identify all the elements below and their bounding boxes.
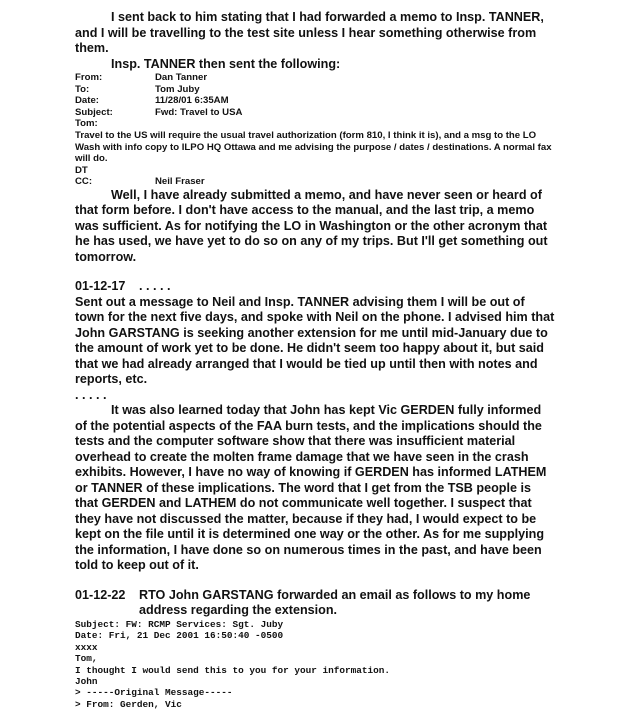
email-tom-row [75, 118, 555, 130]
to-value: Tom Juby [155, 83, 200, 95]
to-label: To: [75, 83, 90, 95]
mono-line: John [75, 675, 98, 687]
entry2-text: RTO John GARSTANG forwarded an email as follows to my home address regarding the extension. [139, 587, 531, 618]
entry-01-12-22 [75, 588, 555, 710]
entry-dots: . . . . . [139, 279, 171, 294]
mono-line: > From: Gerden, Vic [75, 698, 182, 710]
entry-date-row [75, 279, 555, 295]
from-value: Dan Tanner [155, 72, 208, 83]
mono-line: Subject: FW: RCMP Services: Sgt. Juby [75, 618, 284, 630]
entry-date: 01-12-17 [75, 279, 126, 294]
email-to-row [75, 84, 555, 96]
subject-value: Fwd: Travel to USA [155, 106, 243, 118]
email-signature: DT [75, 164, 88, 176]
from-label: From: [75, 72, 103, 83]
entry-paragraph-gerden: It was also learned today that John has kept Vic GERDEN fully informed of the potential aspects of the FAA burn tests, and the implications should the tests and the computer software show that there was insufficient material overhead to create the molten frame damage that we have seen in the crash exhibits. However, I have no way of knowing if GERDEN has informed LATHEM or TANNER of these implications. The word that I get from the TSB people is that GERDEN and LATHEM do not communicate well together. I suspect that they have not discussed the matter, because if they had, I would expect to be kept on the file until it is determined one way or the other. As for me supplying the information, I have done so on numerous times in the past, and have been told to keep out of it. [75, 403, 547, 573]
cc-value: Neil Fraser [155, 176, 205, 188]
paragraph-response: Well, I have already submitted a memo, and have never seen or heard of that form before. I don't have access to the manual, and the last trip, a memo was sufficient. As for notifying the LO in Washington or the other acronym that he has used, we have yet to do so on any of my trips. But I'll get something out tomorrow. [75, 187, 548, 264]
mono-line: > -----Original Message----- [75, 687, 233, 699]
subject-label: Subject: [75, 106, 113, 118]
email-body: Travel to the US will require the usual travel authorization (form 810, I think it is), and a msg to the LO Wash with info copy to ILPO HQ Ottawa and me advising the purpose / dates / destinations. A normal fax will do. [75, 129, 552, 165]
date-label: Date: [75, 95, 99, 107]
cc-label: CC: [75, 176, 93, 188]
email-date-row [75, 95, 555, 107]
entry2-date-row [75, 588, 555, 619]
entry-text: Sent out a message to Neil and Insp. TANNER advising them I will be out of town for the next five days, and spoke with Neil on the phone. I advised him that John GARSTANG is seeking another extension for me until mid-January due to the amount of work yet to be done. He didn't seem too happy about it, but said that we had already arranged that I would be tied up until then with notes and reports, etc. [75, 294, 555, 387]
email-header-tanner [75, 72, 555, 188]
entry-01-12-17 [75, 279, 555, 574]
email-cc-row [75, 176, 555, 188]
mono-line: Tom, [75, 653, 98, 665]
document-page [75, 10, 555, 710]
tom-label: Tom: [75, 118, 98, 130]
mono-line: xxxx [75, 641, 98, 653]
tanner-intro: Insp. TANNER then sent the following: [111, 56, 341, 71]
paragraph-memo-sent: I sent back to him stating that I had forwarded a memo to Insp. TANNER, and I will be travelling to the test site unless I hear something otherwise from them. [75, 10, 544, 55]
mono-line: Date: Fri, 21 Dec 2001 16:50:40 -0500 [75, 630, 284, 642]
email-subject-row [75, 107, 555, 119]
date-value: 11/28/01 6:35AM [155, 95, 229, 107]
forwarded-email [75, 619, 555, 710]
entry-separator-dots: . . . . . [75, 387, 107, 402]
entry2-date: 01-12-22 [75, 587, 126, 602]
email-from-row [75, 72, 555, 84]
mono-line: I thought I would send this to you for your information. [75, 664, 391, 676]
